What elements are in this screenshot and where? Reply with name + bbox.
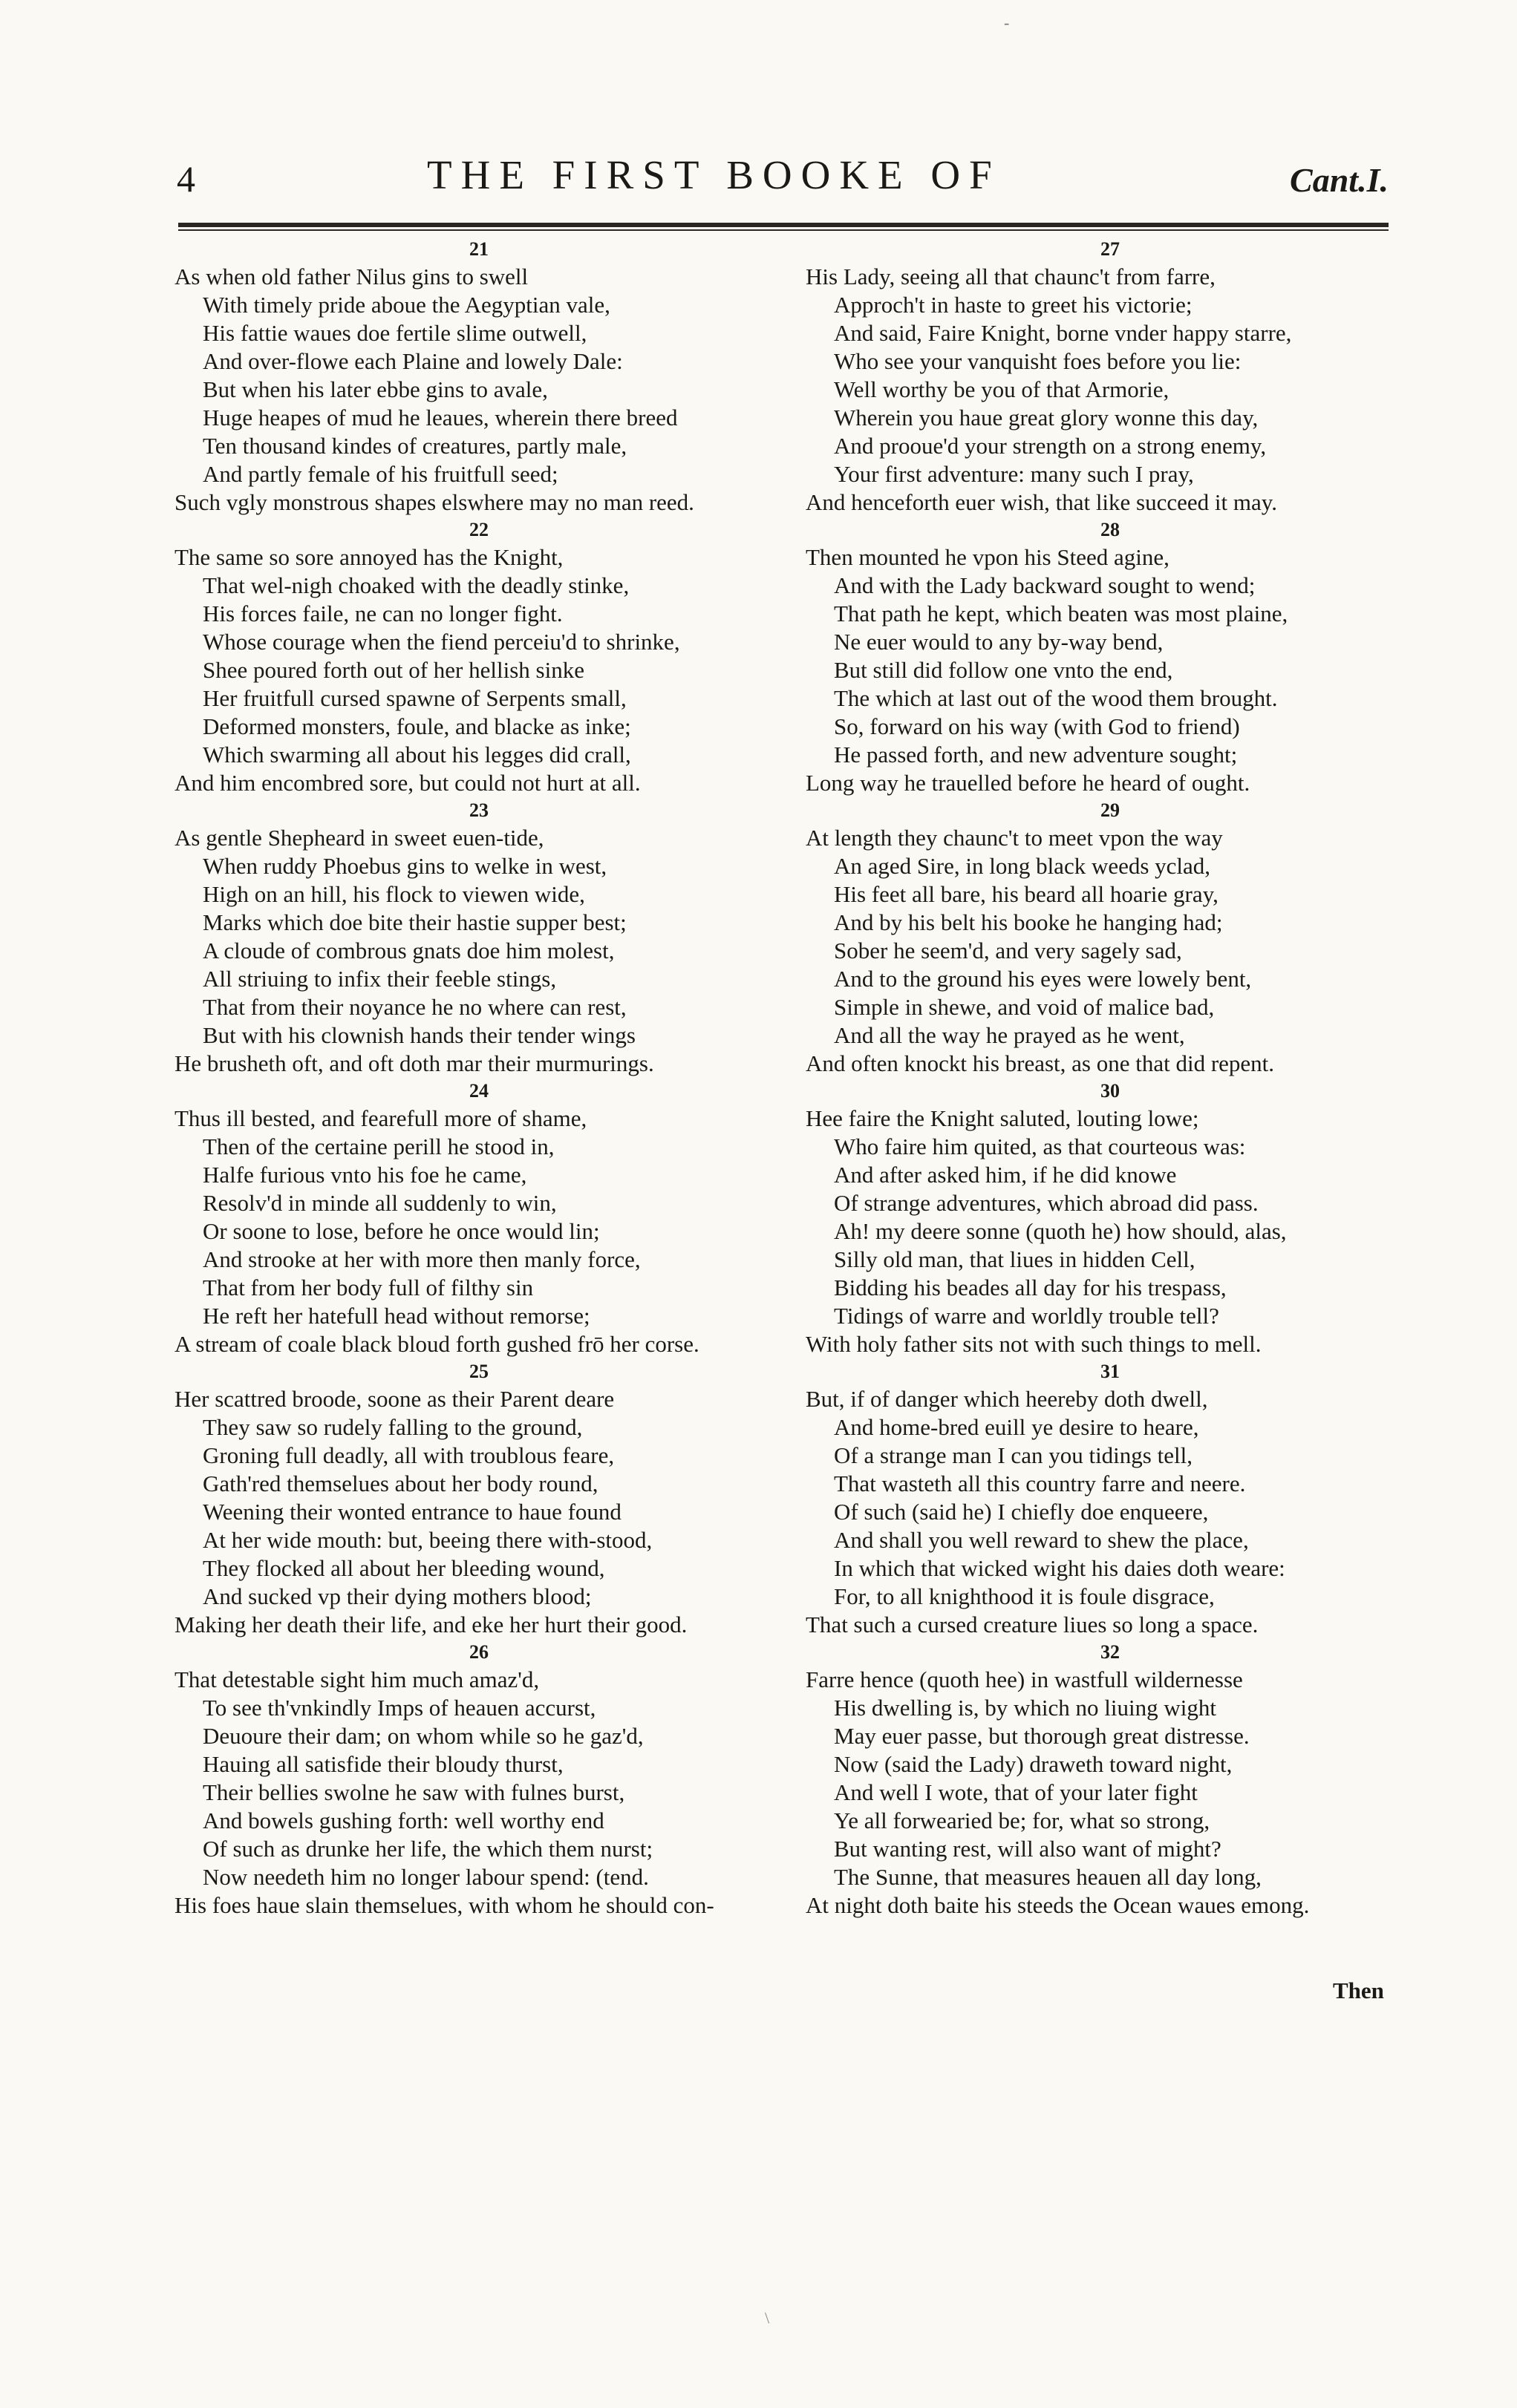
verse-line: And bowels gushing forth: well worthy end	[203, 1807, 604, 1833]
stanza	[806, 1358, 1415, 1639]
verse-line: And often knockt his breast, as one that did repent.	[806, 1050, 1275, 1076]
verse-line: All striuing to infix their feeble stings,	[203, 966, 557, 992]
verse-line: Groning full deadly, all with troublous feare,	[203, 1442, 615, 1468]
verse-line: Of a strange man I can you tidings tell,	[834, 1442, 1193, 1468]
verse-line: Simple in shewe, and void of malice bad,	[834, 994, 1215, 1020]
verse-line: Shee poured forth out of her hellish sinke	[203, 657, 584, 683]
verse-line: Which swarming all about his legges did crall,	[203, 742, 631, 768]
verse-line: Thus ill bested, and fearefull more of shame,	[174, 1105, 587, 1131]
right-column	[806, 236, 1415, 1920]
stanza-number: 32	[1100, 1641, 1120, 1663]
header-rule	[178, 223, 1389, 227]
verse-line: But when his later ebbe gins to avale,	[203, 376, 548, 402]
verse-line: And strooke at her with more then manly force,	[203, 1246, 641, 1272]
page-header	[171, 147, 1389, 214]
stanza	[174, 797, 783, 1078]
stanza	[174, 236, 783, 517]
verse-line: Their bellies swolne he saw with fulnes burst,	[203, 1779, 625, 1805]
catchword: Then	[1333, 1977, 1384, 2003]
verse-line: Ne euer would to any by-way bend,	[834, 629, 1164, 655]
verse-line: As when old father Nilus gins to swell	[174, 264, 529, 289]
margin-mark-top: -	[1004, 13, 1010, 32]
verse-line: Her fruitfull cursed spawne of Serpents small,	[203, 685, 627, 711]
verse-line: A stream of coale black bloud forth gushed frō her corse.	[174, 1331, 699, 1357]
verse-line: The which at last out of the wood them brought.	[834, 685, 1278, 711]
canto-label: Cant.I.	[1290, 161, 1389, 199]
verse-line: Deformed monsters, foule, and blacke as inke;	[203, 713, 631, 739]
left-column	[174, 236, 783, 1920]
verse-line: With holy father sits not with such things to mell.	[806, 1331, 1262, 1357]
verse-line: Bidding his beades all day for his trespass,	[834, 1275, 1227, 1300]
verse-line: Who faire him quited, as that courteous was:	[834, 1133, 1246, 1159]
verse-line: And prooue'd your strength on a strong enemy,	[834, 433, 1267, 459]
verse-line: Tidings of warre and worldly trouble tell?	[834, 1303, 1219, 1329]
verse-line: Long way he trauelled before he heard of ought.	[806, 770, 1250, 796]
verse-line: Deuoure their dam; on whom while so he gaz'd,	[203, 1723, 644, 1749]
verse-line: Halfe furious vnto his foe he came,	[203, 1162, 527, 1188]
verse-line: Ten thousand kindes of creatures, partly male,	[203, 433, 627, 459]
verse-line: Farre hence (quoth hee) in wastfull wildernesse	[806, 1666, 1243, 1692]
verse-line: That wasteth all this country farre and neere.	[834, 1470, 1246, 1496]
verse-line: And over-flowe each Plaine and lowely Dale:	[203, 348, 623, 374]
verse-line: That wel-nigh choaked with the deadly stinke,	[203, 572, 630, 598]
stanza-number: 21	[469, 238, 489, 260]
page-number: 4	[177, 158, 195, 200]
stanza-number: 23	[469, 799, 489, 821]
verse-line: At night doth baite his steeds the Ocean waues emong.	[806, 1892, 1310, 1918]
verse-line: And sucked vp their dying mothers blood;	[203, 1583, 592, 1609]
verse-line: Your first adventure: many such I pray,	[834, 461, 1194, 487]
margin-mark-bottom: \	[765, 2309, 770, 2327]
verse-line: The same so sore annoyed has the Knight,	[174, 544, 564, 570]
header-rule-thin	[178, 229, 1389, 231]
stanza	[174, 1639, 783, 1920]
verse-line: That such a cursed creature liues so long a space.	[806, 1612, 1259, 1637]
stanza	[806, 236, 1415, 517]
stanza-number: 25	[469, 1361, 489, 1382]
verse-line: The Sunne, that measures heauen all day long,	[834, 1864, 1262, 1890]
verse-line: An aged Sire, in long black weeds yclad,	[834, 853, 1211, 879]
verse-line: Of such as drunke her life, the which them nurst;	[203, 1836, 653, 1862]
verse-line: And home-bred euill ye desire to heare,	[834, 1414, 1199, 1440]
stanza	[806, 517, 1415, 797]
verse-line: Huge heapes of mud he leaues, wherein there breed	[203, 405, 678, 431]
stanza-number: 27	[1100, 238, 1120, 260]
verse-line: Resolv'd in minde all suddenly to win,	[203, 1190, 557, 1216]
verse-line: Whose courage when the fiend perceiu'd to shrinke,	[203, 629, 680, 655]
verse-line: Of such (said he) I chiefly doe enqueere,	[834, 1499, 1209, 1525]
verse-line: Now (said the Lady) draweth toward night,	[834, 1751, 1233, 1777]
verse-line: He reft her hatefull head without remorse;	[203, 1303, 590, 1329]
verse-line: His feet all bare, his beard all hoarie gray,	[834, 881, 1219, 907]
verse-line: When ruddy Phoebus gins to welke in west,	[203, 853, 607, 879]
verse-line: His dwelling is, by which no liuing wight	[834, 1695, 1216, 1721]
verse-line: As gentle Shepheard in sweet euen-tide,	[174, 825, 544, 851]
verse-line: For, to all knighthood it is foule disgrace,	[834, 1583, 1215, 1609]
verse-line: But wanting rest, will also want of might?	[834, 1836, 1221, 1862]
stanza	[806, 1078, 1415, 1358]
verse-line: And partly female of his fruitfull seed;	[203, 461, 558, 487]
verse-line: High on an hill, his flock to viewen wide,	[203, 881, 585, 907]
verse-line: And after asked him, if he did knowe	[834, 1162, 1177, 1188]
verse-line: Gath'red themselues about her body round,	[203, 1470, 598, 1496]
verse-line: He passed forth, and new adventure sought;	[834, 742, 1238, 768]
stanza	[806, 797, 1415, 1078]
stanza	[806, 1639, 1415, 1920]
verse-line: His Lady, seeing all that chaunc't from farre,	[806, 264, 1216, 289]
verse-line: And all the way he prayed as he went,	[834, 1022, 1185, 1048]
verse-line: Such vgly monstrous shapes elswhere may no man reed.	[174, 489, 694, 515]
verse-line: And henceforth euer wish, that like succeed it may.	[806, 489, 1277, 515]
verse-line: And with the Lady backward sought to wend;	[834, 572, 1256, 598]
verse-line: At her wide mouth: but, beeing there with-stood,	[203, 1527, 653, 1553]
verse-line: At length they chaunc't to meet vpon the way	[806, 825, 1223, 851]
stanza-number: 29	[1100, 799, 1120, 821]
stanza-number: 28	[1100, 519, 1120, 540]
verse-line: That from their noyance he no where can rest,	[203, 994, 627, 1020]
stanza-number: 31	[1100, 1361, 1120, 1382]
verse-line: Ah! my deere sonne (quoth he) how should, alas,	[834, 1218, 1287, 1244]
stanza	[174, 517, 783, 797]
verse-line: Her scattred broode, soone as their Parent deare	[174, 1386, 615, 1412]
verse-line: Wherein you haue great glory wonne this day,	[834, 405, 1259, 431]
verse-line: Now needeth him no longer labour spend: (tend.	[203, 1864, 649, 1890]
verse-line: They saw so rudely falling to the ground,	[203, 1414, 583, 1440]
verse-line: His fattie waues doe fertile slime outwell,	[203, 320, 587, 346]
stanza	[174, 1358, 783, 1639]
verse-line: A cloude of combrous gnats doe him molest,	[203, 938, 615, 963]
verse-line: Then mounted he vpon his Steed agine,	[806, 544, 1169, 570]
verse-line: His forces faile, ne can no longer fight.	[203, 601, 563, 626]
verse-line: Of strange adventures, which abroad did pass.	[834, 1190, 1259, 1216]
verse-line: Approch't in haste to greet his victorie;	[834, 292, 1193, 318]
running-title: THE FIRST BOOKE OF	[427, 152, 1001, 197]
verse-line: Ye all forwearied be; for, what so strong,	[834, 1807, 1210, 1833]
verse-line: But still did follow one vnto the end,	[834, 657, 1173, 683]
verse-line: Or soone to lose, before he once would lin;	[203, 1218, 600, 1244]
verse-line: His foes haue slain themselues, with whom he should con-	[174, 1892, 714, 1918]
verse-line: Marks which doe bite their hastie supper best;	[203, 909, 627, 935]
stanza-number: 24	[469, 1080, 489, 1102]
verse-line: And well I wote, that of your later fight	[834, 1779, 1198, 1805]
verse-line: But, if of danger which heereby doth dwell,	[806, 1386, 1208, 1412]
stanza-number: 30	[1100, 1080, 1120, 1102]
verse-line: They flocked all about her bleeding wound,	[203, 1555, 605, 1581]
verse-line: And him encombred sore, but could not hurt at all.	[174, 770, 641, 796]
verse-line: He brusheth oft, and oft doth mar their murmurings.	[174, 1050, 654, 1076]
verse-line: And by his belt his booke he hanging had;	[834, 909, 1223, 935]
verse-line: Hee faire the Knight saluted, louting lowe;	[806, 1105, 1199, 1131]
verse-line: Sober he seem'd, and very sagely sad,	[834, 938, 1182, 963]
verse-line: That detestable sight him much amaz'd,	[174, 1666, 540, 1692]
verse-line: Hauing all satisfide their bloudy thurst,	[203, 1751, 564, 1777]
stanza-number: 26	[469, 1641, 489, 1663]
verse-line: And said, Faire Knight, borne vnder happy starre,	[834, 320, 1292, 346]
verse-line: In which that wicked wight his daies doth weare:	[834, 1555, 1285, 1581]
verse-line: But with his clownish hands their tender wings	[203, 1022, 636, 1048]
verse-line: And shall you well reward to shew the place,	[834, 1527, 1249, 1553]
verse-line: Making her death their life, and eke her hurt their good.	[174, 1612, 688, 1637]
verse-line: Who see your vanquisht foes before you lie:	[834, 348, 1242, 374]
verse-line: That path he kept, which beaten was most plaine,	[834, 601, 1288, 626]
verse-line: Silly old man, that liues in hidden Cell,	[834, 1246, 1195, 1272]
verse-line: Then of the certaine perill he stood in,	[203, 1133, 555, 1159]
stanza	[174, 1078, 783, 1358]
verse-line: Well worthy be you of that Armorie,	[834, 376, 1169, 402]
verse-line: To see th'vnkindly Imps of heauen accurst,	[203, 1695, 596, 1721]
verse-line: So, forward on his way (with God to friend)	[834, 713, 1240, 739]
verse-line: And to the ground his eyes were lowely bent,	[834, 966, 1252, 992]
stanza-number: 22	[469, 519, 489, 540]
verse-line: May euer passe, but thorough great distresse.	[834, 1723, 1250, 1749]
verse-line: That from her body full of filthy sin	[203, 1275, 534, 1300]
verse-line: With timely pride aboue the Aegyptian vale,	[203, 292, 610, 318]
verse-line: Weening their wonted entrance to haue found	[203, 1499, 622, 1525]
